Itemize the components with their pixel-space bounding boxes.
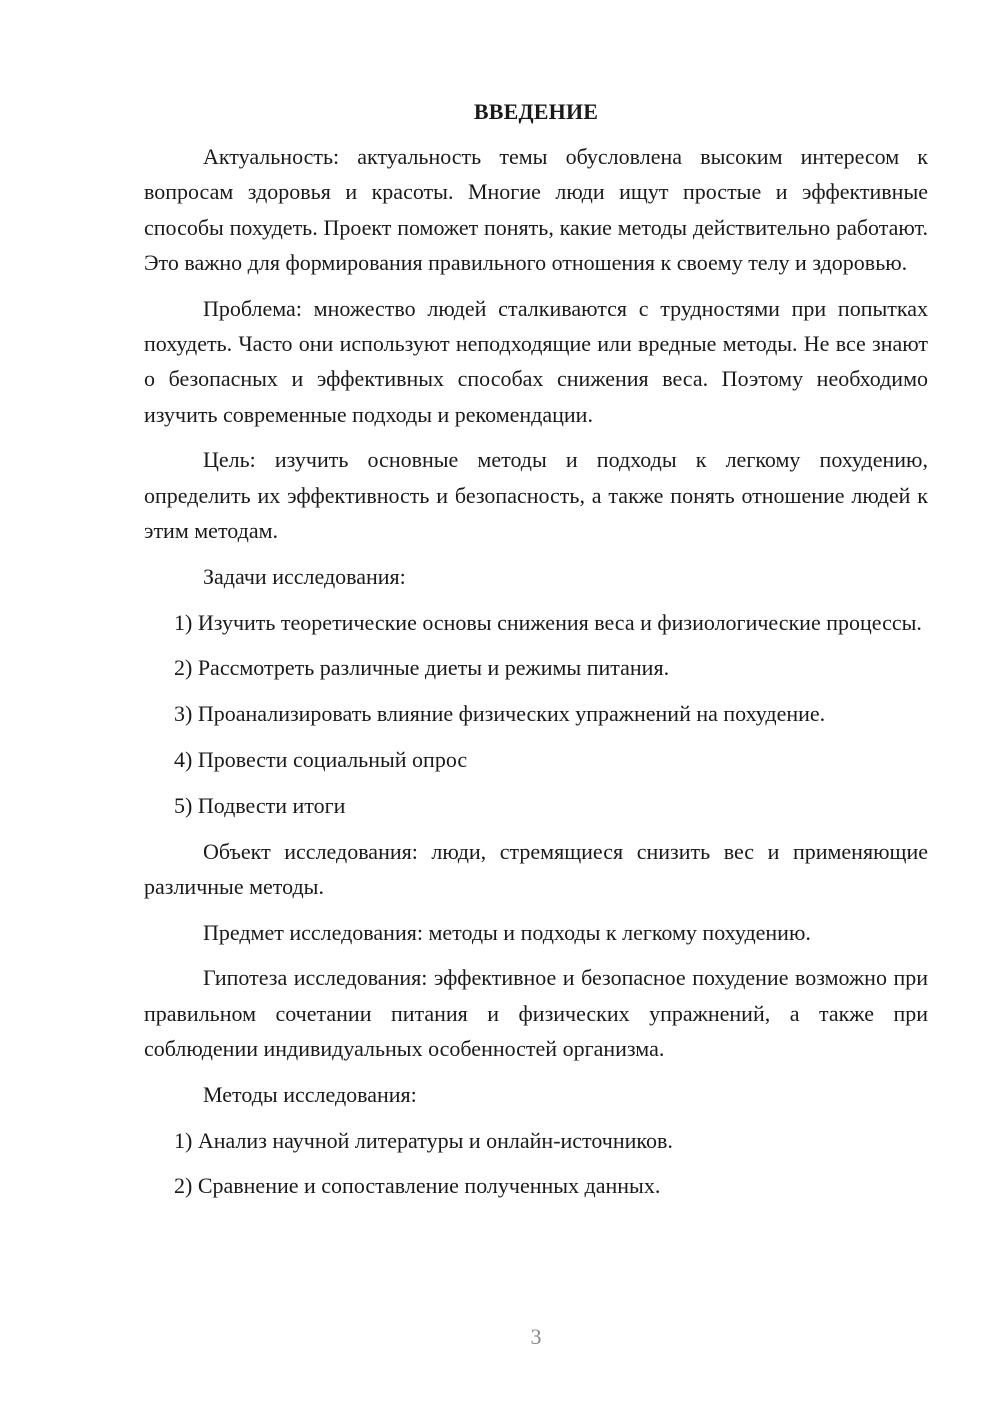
- page-content: [144, 94, 928, 1214]
- tasks-heading: Задачи исследования:: [203, 563, 406, 589]
- task-item-5: 5) Подвести итоги: [174, 792, 346, 818]
- paragraph-problem: Проблема: множество людей сталкиваются с трудностями при попытках похудеть. Часто они используют неподходящие или вредные методы. Не все знают о безопасных и эффективных способах снижения веса. Поэтому необходимо изучить современные подходы и рекомендации.: [144, 295, 928, 427]
- task-item-2: 2) Рассмотреть различные диеты и режимы питания.: [174, 655, 670, 681]
- task-item-1: 1) Изучить теоретические основы снижения веса и физиологические процессы.: [174, 609, 922, 635]
- paragraph-goal: Цель: изучить основные методы и подходы к легкому похудению, определить их эффективность и безопасность, а также понять отношение людей к этим методам.: [144, 447, 928, 543]
- method-item-1: 1) Анализ научной литературы и онлайн-источников.: [174, 1127, 673, 1153]
- paragraph-relevance: Актуальность: актуальность темы обусловлена высоким интересом к вопросам здоровья и красоты. Многие люди ищут простые и эффективные способы похудеть. Проект поможет понять, какие методы действительно работают. Это важно для формирования правильного отношения к своему телу и здоровью.: [144, 144, 928, 275]
- page-number: 3: [530, 1324, 542, 1349]
- section-title: ВВЕДЕНИЕ: [473, 99, 599, 124]
- task-item-4: 4) Провести социальный опрос: [174, 746, 468, 772]
- paragraph-object: Объект исследования: люди, стремящиеся снизить вес и применяющие различные методы.: [144, 838, 928, 899]
- paragraph-hypothesis: Гипотеза исследования: эффективное и безопасное похудение возможно при правильном сочетании питания и физических упражнений, а также при соблюдении индивидуальных особенностей организма.: [144, 965, 928, 1062]
- methods-heading: Методы исследования:: [203, 1081, 417, 1107]
- method-item-2: 2) Сравнение и сопоставление полученных данных.: [174, 1173, 661, 1199]
- paragraph-subject: Предмет исследования: методы и подходы к легкому похудению.: [203, 919, 811, 945]
- task-item-3: 3) Проанализировать влияние физических упражнений на похудение.: [174, 701, 826, 727]
